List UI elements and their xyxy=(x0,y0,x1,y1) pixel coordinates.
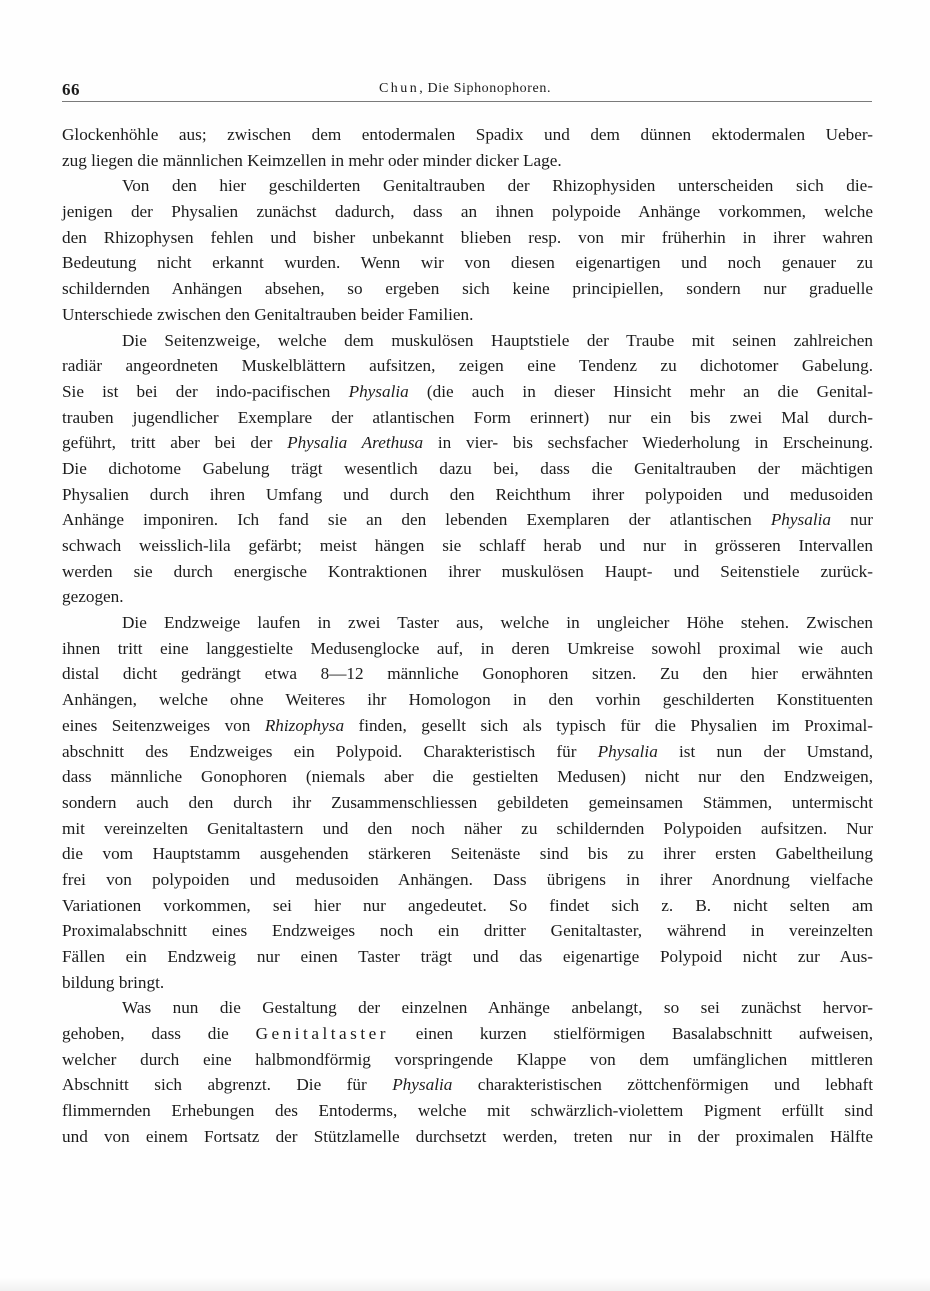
text-line xyxy=(62,893,873,919)
text-line xyxy=(62,328,873,354)
text-run: gehoben, dass die xyxy=(62,1024,256,1044)
text-line xyxy=(62,1072,873,1098)
text-run: mit vereinzelten Genitaltastern und den noch näher zu schildernden Polypoiden aufsitzen. Nur xyxy=(62,818,873,838)
text-line xyxy=(62,456,873,482)
text-run: radiär angeordneten Muskelblättern aufsitzen, zeigen eine Tendenz zu dichotomer Gabelung. xyxy=(62,356,873,376)
text-run: werden sie durch energische Kontraktionen ihrer muskulösen Haupt- und Seitenstiele zurück- xyxy=(62,561,873,581)
text-line xyxy=(62,430,873,456)
running-head-title: Die Siphonophoren. xyxy=(427,81,552,96)
text-run: Variationen vorkommen, sei hier nur angedeutet. So findet sich z. B. nicht selten am xyxy=(62,895,873,915)
text-run: ist nun der Umstand, xyxy=(657,741,873,761)
text-run: schwach weisslich-lila gefärbt; meist hängen sie schlaff herab und nur in grösseren Intervallen xyxy=(62,536,873,555)
text-run: flimmernden Erhebungen des Entoderms, welche mit schwärzlich-violettem Pigment erfüllt sind xyxy=(62,1101,873,1121)
italic-term: Physalia xyxy=(770,510,831,530)
italic-term: Physalia Arethusa xyxy=(287,433,424,453)
scan-edge-shading xyxy=(0,1278,930,1291)
text-run: schildernden Anhängen absehen, so ergeben sich keine principiellen, sondern nur graduelle xyxy=(62,279,873,299)
text-line xyxy=(62,482,873,508)
text-line xyxy=(62,1124,873,1150)
text-line xyxy=(62,173,873,199)
italic-term: Physalia xyxy=(392,1075,453,1095)
text-run: in vier- bis sechsfacher Wiederholung in Erscheinung. xyxy=(423,433,874,453)
text-run: charakteristischen zöttchenförmigen und lebhaft xyxy=(452,1075,874,1095)
text-run: bildung bringt. xyxy=(62,972,165,992)
text-line xyxy=(62,790,873,816)
text-run: abschnitt des Endzweiges ein Polypoid. Charakteristisch für xyxy=(62,741,598,761)
text-line xyxy=(62,225,873,251)
text-run: sondern auch den durch ihr Zusammenschliessen gebildeten gemeinsamen Stämmen, untermischt xyxy=(62,792,873,812)
text-line xyxy=(62,122,873,148)
text-line xyxy=(62,816,873,842)
text-run: die vom Hauptstamm ausgehenden stärkeren Seitenäste sind bis zu ihrer ersten Gabeltheilung xyxy=(62,844,873,864)
text-run: jenigen der Physalien zunächst dadurch, dass an ihnen polypoide Anhänge vorkommen, welche xyxy=(62,202,873,222)
text-line xyxy=(62,970,873,996)
text-run: welcher durch eine halbmondförmig vorspringende Klappe von dem umfänglichen mittleren xyxy=(62,1049,873,1069)
text-line xyxy=(62,148,873,174)
text-run: Fällen ein Endzweig nur einen Taster trägt und das eigenartige Polypoid nicht zur Aus- xyxy=(62,947,873,966)
text-line xyxy=(62,764,873,790)
text-run: Die Seitenzweige, welche dem muskulösen Hauptstiele der Traube mit seinen zahlreichen xyxy=(122,330,873,350)
text-line xyxy=(62,533,873,559)
text-run: Bedeutung nicht erkannt wurden. Wenn wir von diesen eigenartigen und noch genauer zu xyxy=(62,253,873,273)
text-line xyxy=(62,636,873,662)
text-run: Proximalabschnitt eines Endzweiges noch ein dritter Genitaltaster, während in vereinzelten xyxy=(62,921,873,941)
text-line xyxy=(62,841,873,867)
text-line xyxy=(62,250,873,276)
spaced-term: Genitaltaster xyxy=(255,1024,389,1044)
text-run: (die auch in dieser Hinsicht mehr an die Genital- xyxy=(408,381,873,401)
text-run: Abschnitt sich abgrenzt. Die für xyxy=(62,1075,393,1095)
text-line xyxy=(62,713,873,739)
text-line xyxy=(62,610,873,636)
text-run: nur xyxy=(830,510,873,530)
text-line xyxy=(62,559,873,585)
text-line xyxy=(62,944,873,970)
text-line xyxy=(62,199,873,225)
italic-term: Physalia xyxy=(597,741,658,761)
text-run: einen kurzen stielförmigen Basalabschnitt aufweisen, xyxy=(388,1024,873,1044)
text-run: Die dichotome Gabelung trägt wesentlich dazu bei, dass die Genitaltrauben der mächtigen xyxy=(62,458,873,478)
text-line xyxy=(62,995,873,1021)
text-run: ihnen tritt eine langgestielte Medusenglocke auf, in deren Umkreise sowohl proximal wie auch xyxy=(62,638,873,658)
running-head xyxy=(0,81,930,97)
text-run: Was nun die Gestaltung der einzelnen Anhänge anbelangt, so sei zunächst hervor- xyxy=(122,998,873,1018)
text-line xyxy=(62,1021,873,1047)
body-text xyxy=(62,122,873,1150)
page-number: 66 xyxy=(62,80,80,99)
running-head-author: Chun xyxy=(378,81,420,96)
text-line xyxy=(62,661,873,687)
text-line xyxy=(62,379,873,405)
text-line xyxy=(62,302,873,328)
text-run: Glockenhöhle aus; zwischen dem entodermalen Spadix und dem dünnen ektodermalen Ueber- xyxy=(62,125,873,144)
text-run: Unterschiede zwischen den Genitaltrauben beider Familien. xyxy=(62,304,474,324)
text-run: zug liegen die männlichen Keimzellen in mehr oder minder dicker Lage. xyxy=(62,150,562,170)
text-line xyxy=(62,918,873,944)
text-run: Physalien durch ihren Umfang und durch den Reichthum ihrer polypoiden und medusoiden xyxy=(62,484,873,504)
italic-term: Physalia xyxy=(348,381,409,401)
running-head-separator: , xyxy=(419,81,428,96)
text-run: frei von polypoiden und medusoiden Anhängen. Dass übrigens in ihrer Anordnung vielfache xyxy=(62,869,873,889)
text-run: geführt, tritt aber bei der xyxy=(62,433,288,453)
text-line xyxy=(62,739,873,765)
text-run: Anhänge imponiren. Ich fand sie an den lebenden Exemplaren der atlantischen xyxy=(62,510,771,530)
text-run: finden, gesellt sich als typisch für die Physalien im Proximal- xyxy=(344,715,873,735)
text-line xyxy=(62,1098,873,1124)
text-run: trauben jugendlicher Exemplare der atlantischen Form erinnert) nur ein bis zwei Mal durch- xyxy=(62,407,873,427)
text-run: den Rhizophysen fehlen und bisher unbekannt blieben resp. von mir früherhin in ihrer wahren xyxy=(62,227,873,247)
text-run: dass männliche Gonophoren (niemals aber die gestielten Medusen) nicht nur den Endzweigen, xyxy=(62,767,873,787)
text-run: Von den hier geschilderten Genitaltrauben der Rhizophysiden unterscheiden sich die- xyxy=(122,176,873,196)
text-run: distal dicht gedrängt etwa 8—12 männliche Gonophoren sitzen. Zu den hier erwähnten xyxy=(62,664,873,684)
text-line xyxy=(62,584,873,610)
text-run: eines Seitenzweiges von xyxy=(62,715,265,735)
header-rule xyxy=(62,101,872,102)
text-line xyxy=(62,867,873,893)
text-run: und von einem Fortsatz der Stützlamelle durchsetzt werden, treten nur in der proximalen Hälfte xyxy=(62,1126,873,1146)
text-run: Anhängen, welche ohne Weiteres ihr Homologon in den vorhin geschilderten Konstituenten xyxy=(62,690,873,710)
text-run: Sie ist bei der indo-pacifischen xyxy=(62,381,349,401)
text-line xyxy=(62,687,873,713)
text-line xyxy=(62,276,873,302)
text-run: Die Endzweige laufen in zwei Taster aus, welche in ungleicher Höhe stehen. Zwischen xyxy=(122,613,873,633)
italic-term: Rhizophysa xyxy=(264,715,345,735)
text-line xyxy=(62,405,873,431)
text-run: gezogen. xyxy=(62,587,124,607)
text-line xyxy=(62,507,873,533)
text-line xyxy=(62,1047,873,1073)
text-line xyxy=(62,353,873,379)
